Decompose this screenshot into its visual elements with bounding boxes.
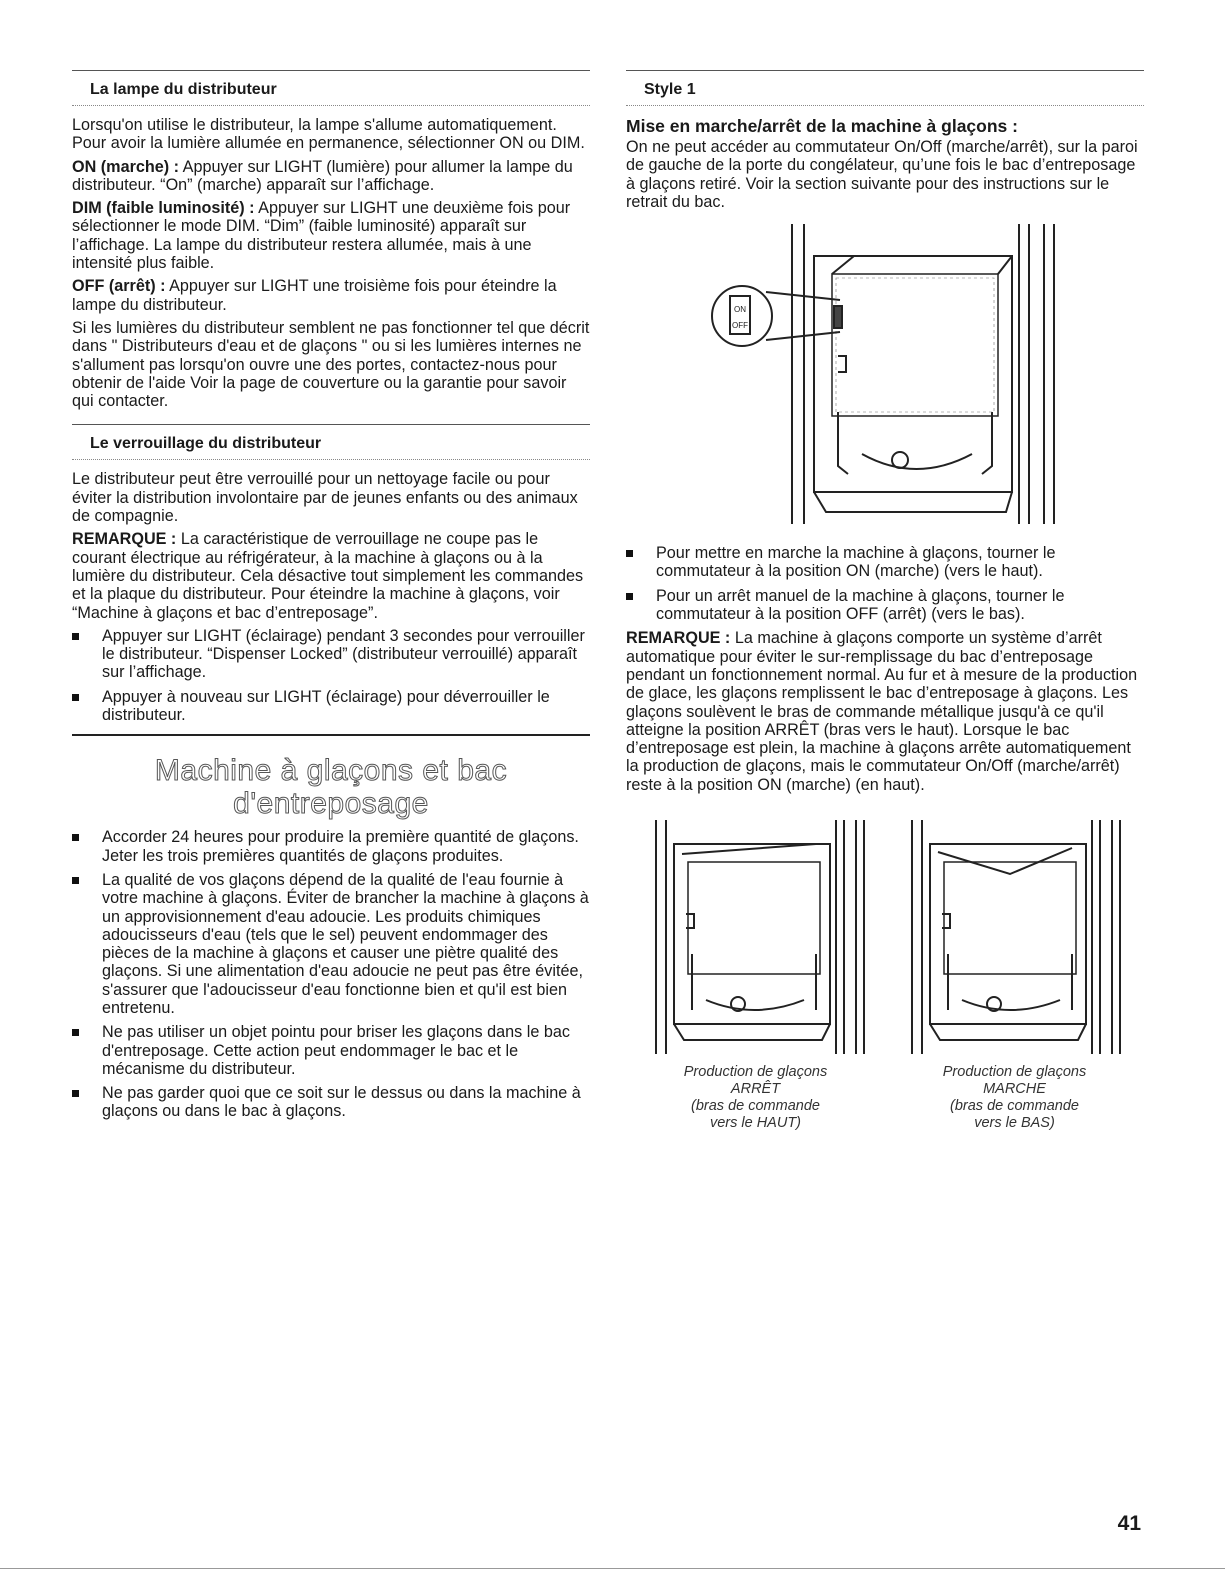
ice-switch-subhead: Mise en marche/arrêt de la machine à glaçons : — [626, 116, 1018, 136]
list-item: Ne pas utiliser un objet pointu pour briser les glaçons dans le bac d'entreposage. Cette action peut endommager le bac et le mécanisme du distributeur. — [72, 1023, 590, 1078]
lamp-dim-label: DIM (faible luminosité) : — [72, 199, 255, 218]
lamp-on-label: ON (marche) : — [72, 157, 180, 176]
lamp-dim-paragraph — [72, 199, 590, 272]
lamp-off-label: OFF (arrêt) : — [72, 277, 166, 296]
lamp-off-text: Appuyer sur LIGHT une troisième fois pour éteindre la lampe du distributeur. — [72, 277, 557, 314]
section-title-style: Style 1 — [626, 70, 1144, 106]
left-column — [72, 70, 590, 1127]
list-item: Appuyer sur LIGHT (éclairage) pendant 3 secondes pour verrouiller le distributeur. “Dispenser Locked” (distributeur verrouillé) apparaît sur l’affichage. — [72, 627, 590, 682]
switch-remark-paragraph — [626, 629, 1144, 794]
lock-intro: Le distributeur peut être verrouillé pour un nettoyage facile ou pour éviter la distribution involontaire par de jeunes enfants ou des animaux de compagnie. — [72, 470, 578, 526]
lamp-on-text: Appuyer sur LIGHT (lumière) pour allumer la lampe du distributeur. “On” (marche) apparaît sur l’affichage. — [72, 157, 573, 194]
switch-remark-label: REMARQUE : — [626, 629, 731, 648]
section-divider — [72, 734, 590, 736]
switch-on-label: ON — [734, 305, 746, 315]
caption-line: vers le HAUT) — [709, 1115, 802, 1132]
figure-captions — [626, 1064, 1144, 1132]
caption-line: Production de glaçons — [942, 1064, 1087, 1081]
lock-remark-text: La caractéristique de verrouillage ne coupe pas le courant électrique au réfrigérateur, à la machine à glaçons ou à la lumière du distributeur. Cela désactive tout simplement les commandes et la plaque du distributeur. Pour éteindre la machine à glaçons, voir “Machine à glaçons et bac d’entreposage”. — [72, 530, 584, 622]
list-item: La qualité de vos glaçons dépend de la qualité de l'eau fournie à votre machine à glaçons. Éviter de brancher la machine à glaçons à un approvisionnement d'eau adoucie. Les produits chimiques adoucisseurs d'eau (tels que le sel) peuvent endommager des pièces de la machine à glaçons et causer une piètre qualité des glaçons. Si une alimentation d'eau adoucie ne peut pas être évitée, s'assurer que l'adoucisseur d'eau fonctionne bien et qu'il est bien entretenu. — [72, 871, 590, 1017]
lamp-help-paragraph: Si les lumières du distributeur semblent ne pas fonctionner tel que décrit dans " Distributeurs d'eau et de glaçons " ou si les lumières internes ne s'allument pas lorsqu'on ouvre une des portes, contactez-nous pour obtenir de l'aide Voir la page de couverture ou la garantie pour savoir qui contacter. — [72, 318, 590, 411]
lock-remark-label: REMARQUE : — [72, 530, 177, 549]
ice-switch-intro: On ne peut accéder au commutateur On/Off (marche/arrêt), sur la paroi de gauche de la porte du congélateur, qu’une fois le bac d’entreposage à glaçons retiré. Voir la section suivante pour des instructions sur le retrait du bac. — [626, 138, 1138, 211]
ice-maker-title-line2: d'entreposage — [233, 787, 429, 821]
section-title-lamp: La lampe du distributeur — [72, 70, 590, 106]
lamp-dim-text: Appuyer sur LIGHT une deuxième fois pour sélectionner le mode DIM. “Dim” (faible luminosité) apparaît sur l’affichage. La lampe du distributeur restera allumée, mais à une intensité plus faible. — [72, 199, 571, 273]
ice-maker-title — [72, 754, 590, 820]
list-item: Accorder 24 heures pour produire la première quantité de glaçons. Jeter les trois premières quantités de glaçons produites. — [72, 828, 590, 865]
section-title-lock: Le verrouillage du distributeur — [72, 424, 590, 460]
caption-arm-up — [626, 1064, 885, 1132]
caption-line: (bras de commande — [691, 1098, 820, 1115]
list-item: Pour un arrêt manuel de la machine à glaçons, tourner le commutateur à la position OFF (arrêt) (vers le bas). — [626, 587, 1144, 624]
caption-line: MARCHE — [983, 1081, 1046, 1098]
lamp-off-paragraph — [72, 277, 590, 314]
switch-off-label: OFF — [732, 321, 748, 331]
lock-remark-paragraph — [72, 530, 590, 621]
caption-line: (bras de commande — [950, 1098, 1079, 1115]
ice-maker-title-line1: Machine à glaçons et bac — [154, 754, 508, 788]
footer-divider — [0, 1568, 1225, 1569]
lamp-on-paragraph — [72, 158, 590, 195]
list-item: Pour mettre en marche la machine à glaçons, tourner le commutateur à la position ON (marche) (vers le haut). — [626, 544, 1144, 581]
ice-arm-illustrations — [626, 814, 1144, 1064]
switch-bullet-list — [626, 544, 1144, 623]
caption-line: Production de glaçons — [683, 1064, 828, 1081]
ice-switch-illustration — [626, 216, 1144, 534]
switch-remark-text: La machine à glaçons comporte un système d’arrêt automatique pour éviter le sur-remplissage du bac d’entreposage pendant un fonctionnement normal. Au fur et à mesure de la production de glace, les glaçons remplissent le bac d’entreposage à glaçons. Les glaçons soulèvent le bras de commande métallique jusqu'à ce qu'il atteigne la position ARRÊT (bras vers le haut). Lorsque le bac d’entreposage est plein, la machine à glaçons arrête automatiquement la production de glaçons, mais le commutateur On/Off (marche/arrêt) reste à la position ON (marche) (en haut). — [626, 629, 1138, 794]
page-number: 41 — [1117, 1512, 1141, 1535]
caption-line: ARRÊT — [730, 1081, 781, 1098]
list-item: Ne pas garder quoi que ce soit sur le dessus ou dans la machine à glaçons ou dans le bac à glaçons. — [72, 1084, 590, 1121]
lock-bullet-list — [72, 627, 590, 724]
list-item: Appuyer à nouveau sur LIGHT (éclairage) pour déverrouiller le distributeur. — [72, 688, 590, 725]
ice-bullet-list — [72, 828, 590, 1120]
caption-line: vers le BAS) — [974, 1115, 1055, 1132]
caption-arm-down — [885, 1064, 1144, 1132]
lamp-intro: Lorsqu'on utilise le distributeur, la lampe s'allume automatiquement. Pour avoir la lumière allumée en permanence, sélectionner ON ou DIM. — [72, 116, 585, 153]
right-column — [626, 70, 1144, 1132]
